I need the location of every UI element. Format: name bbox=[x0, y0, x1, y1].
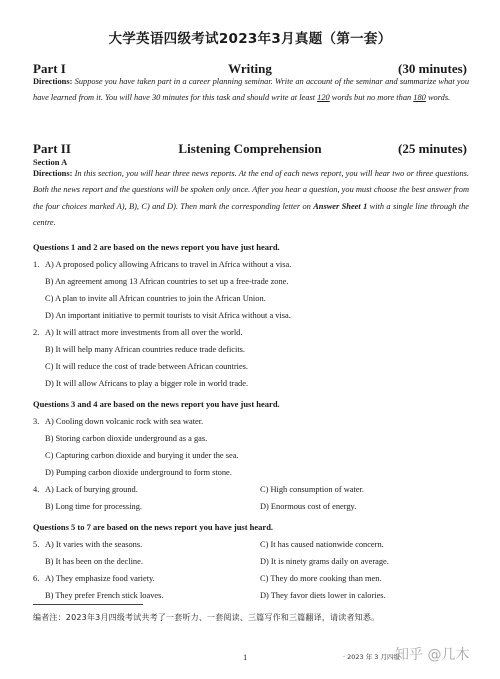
q3-option-b: B) Storing carbon dioxide underground as a gas. bbox=[45, 434, 208, 443]
q5-option-b: B) It has been on the decline. bbox=[45, 557, 143, 566]
part1-dir-text-c: words. bbox=[425, 93, 451, 103]
q6-option-b: B) They prefer French stick loaves. bbox=[45, 591, 164, 600]
q3-option-c: C) Capturing carbon dioxide and burying it under the sea. bbox=[45, 451, 239, 460]
q2-option-d: D) It will allow Africans to play a bigger role in world trade. bbox=[45, 379, 249, 388]
group1-heading: Questions 1 and 2 are based on the news report you have just heard. bbox=[33, 242, 280, 252]
q5-option-a: A) It varies with the seasons. bbox=[45, 540, 143, 549]
group2-heading: Questions 3 and 4 are based on the news report you have just heard. bbox=[33, 399, 280, 409]
q2-number: 2. bbox=[33, 328, 40, 337]
q3-option-a: A) Cooling down volcanic rock with sea water. bbox=[45, 417, 204, 426]
part1-dir-max: 180 bbox=[413, 93, 426, 103]
q3-number: 3. bbox=[33, 417, 40, 426]
q4-option-a: A) Lack of burying ground. bbox=[45, 485, 138, 494]
q1-option-c: C) A plan to invite all African countries to join the African Union. bbox=[45, 294, 266, 303]
q5-number: 5. bbox=[33, 540, 40, 549]
editor-note: 编者注：2023年3月四级考试共考了一套听力、一套阅读、三篇写作和三篇翻译，请读者知悉。 bbox=[33, 613, 380, 622]
q1-option-b: B) An agreement among 13 African countries to set up a free-trade zone. bbox=[45, 277, 289, 286]
q1-option-d: D) An important initiative to permit tourists to visit Africa without a visa. bbox=[45, 311, 291, 320]
part1-label: Part I bbox=[33, 61, 66, 76]
q1-option-a: A) A proposed policy allowing Africans to travel in Africa without a visa. bbox=[45, 260, 292, 269]
part2-label: Part II bbox=[33, 141, 71, 156]
footer-caption: · 2023 年 3 月四级 bbox=[343, 653, 401, 661]
q3-option-d: D) Pumping carbon dioxide underground to form stone. bbox=[45, 468, 232, 477]
q2-option-c: C) It will reduce the cost of trade between African countries. bbox=[45, 362, 249, 371]
part1-dir-min: 120 bbox=[317, 93, 330, 103]
q6-option-c: C) They do more cooking than men. bbox=[260, 574, 382, 583]
exam-title: 大学英语四级考试2023年3月真题（第一套） bbox=[108, 31, 392, 47]
q5-option-c: C) It has caused nationwide concern. bbox=[260, 540, 384, 549]
q2-option-a: A) It will attract more investments from all over the world. bbox=[45, 328, 243, 337]
group3-heading: Questions 5 to 7 are based on the news report you have just heard. bbox=[33, 522, 274, 532]
q4-option-c: C) High consumption of water. bbox=[260, 485, 364, 494]
answer-sheet-ref: Answer Sheet 1 bbox=[313, 201, 368, 211]
q2-option-b: B) It will help many African countries reduce trade deficits. bbox=[45, 345, 245, 354]
q4-option-d: D) Enormous cost of energy. bbox=[260, 502, 357, 511]
watermark: 知乎 @几木 bbox=[395, 647, 470, 663]
part2-dir-text-a: In this section, you will hear three news reports. At the end of each news report, you will hear two or three questions. Both the news report and the questions will be spoken only once. After you hear a question, you must choose the best answer from the four choices marked A), B), C) and D). Then mark the corresponding letter on bbox=[33, 169, 470, 211]
part2-name: Listening Comprehension bbox=[178, 141, 322, 156]
part2-header bbox=[33, 141, 467, 157]
part1-dir-text-a: Suppose you have taken part in a career planning seminar. Write an account of the seminar and summarize what you have learned from it. You will have 30 minutes for this task and should write at least bbox=[33, 77, 470, 103]
part1-directions bbox=[33, 74, 469, 107]
part2-dir-text-b: with a single line through the centre. bbox=[33, 201, 470, 228]
part1-dir-text-b: words but no more than bbox=[329, 93, 414, 103]
q4-number: 4. bbox=[33, 485, 40, 494]
q6-option-d: D) They favor diets lower in calories. bbox=[260, 591, 386, 600]
q6-number: 6. bbox=[33, 574, 40, 583]
part1-dir-label: Directions: bbox=[33, 77, 73, 86]
q4-option-b: B) Long time for processing. bbox=[45, 502, 142, 511]
footnote-rule bbox=[33, 604, 143, 605]
q1-number: 1. bbox=[33, 260, 40, 269]
part1-time: (30 minutes) bbox=[398, 61, 467, 76]
page-number: 1 bbox=[243, 652, 248, 662]
part2-dir-label: Directions: bbox=[33, 169, 73, 178]
q6-option-a: A) They emphasize food variety. bbox=[45, 574, 155, 583]
part2-time: (25 minutes) bbox=[398, 141, 467, 156]
part1-name: Writing bbox=[228, 61, 272, 76]
q5-option-d: D) It is ninety grams daily on average. bbox=[260, 557, 389, 566]
part2-directions bbox=[33, 166, 469, 232]
section-a-label: Section A bbox=[33, 157, 68, 167]
